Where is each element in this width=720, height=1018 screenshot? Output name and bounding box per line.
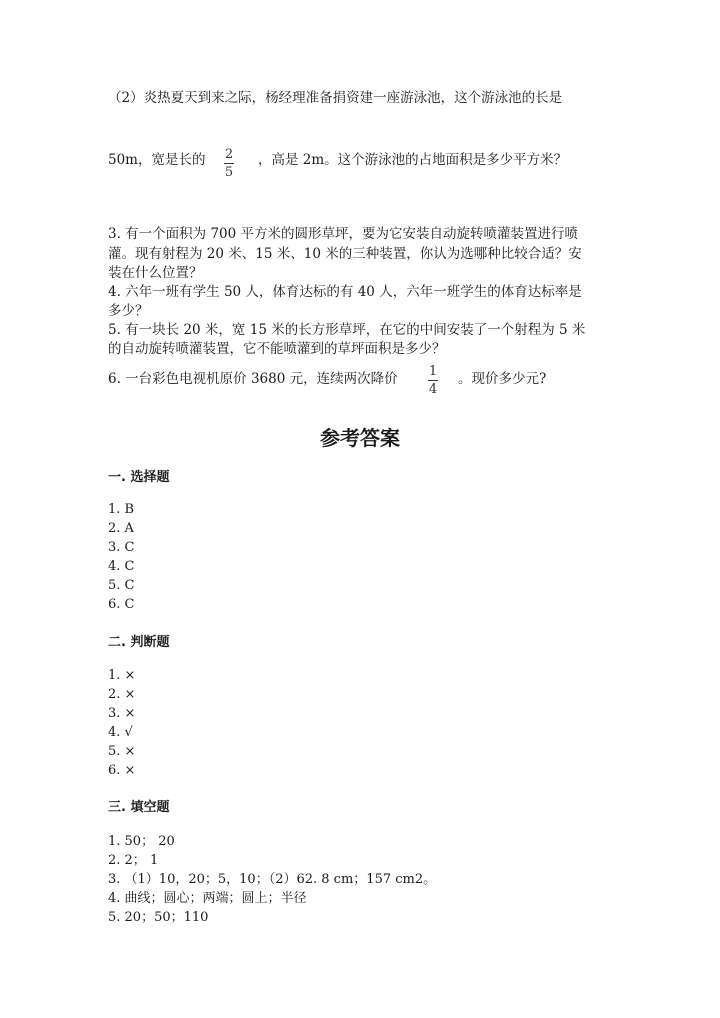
q6-prefix: 6. 一台彩色电视机原价 3680 元，连续两次降价 — [108, 371, 398, 387]
q4-line-2: 多少？ — [108, 303, 149, 319]
fraction-two-fifths — [224, 148, 234, 179]
q2-line-2-suffix: ，高是 2m。这个游泳池的占地面积是多少平方米？ — [258, 152, 568, 168]
answer-item: 1. 50； 20 — [108, 834, 175, 849]
answer-item: 3. × — [108, 706, 136, 721]
answer-item: 1. B — [108, 502, 135, 517]
q3-line-1: 3. 有一个面积为 700 平方米的圆形草坪，要为它安装自动旋转喷灌装置进行喷 — [108, 226, 579, 242]
answer-item: 4. C — [108, 559, 135, 574]
answer-item: 3. （1）10，20；5，10；（2）62. 8 cm；157 cm2。 — [108, 872, 437, 887]
q4-line-1: 4. 六年一班有学生 50 人，体育达标的有 40 人，六年一班学生的体育达标率是 — [108, 284, 582, 300]
answer-item: 5. C — [108, 578, 135, 593]
section-heading-judgement: 二. 判断题 — [108, 635, 170, 650]
fraction-denominator: 4 — [428, 382, 438, 397]
answer-item: 6. × — [108, 763, 136, 778]
q5-line-1: 5. 有一块长 20 米，宽 15 米的长方形草坪，在它的中间安装了一个射程为 5 米 — [108, 322, 586, 338]
answer-item: 4. √ — [108, 725, 133, 740]
answer-item: 2. × — [108, 687, 136, 702]
q3-line-2: 灌。现有射程为 20 米、15 米、10 米的三种装置，你认为选哪种比较合适？安 — [108, 246, 582, 262]
fraction-numerator: 1 — [428, 364, 438, 379]
section-heading-choice: 一. 选择题 — [108, 470, 170, 485]
fraction-one-quarter — [428, 365, 438, 396]
answer-item: 4. 曲线；圆心；两端；圆上；半径 — [108, 891, 307, 906]
fraction-bar — [224, 163, 234, 164]
answer-item: 1. × — [108, 668, 136, 683]
answer-item: 3. C — [108, 540, 135, 555]
answer-item: 2. 2； 1 — [108, 853, 159, 868]
q5-line-2: 的自动旋转喷灌装置，它不能喷灌到的草坪面积是多少？ — [108, 341, 446, 357]
q2-line-2-prefix: 50m，宽是长的 — [108, 152, 206, 168]
fraction-numerator: 2 — [224, 147, 234, 162]
fraction-denominator: 5 — [224, 165, 234, 180]
q6-suffix: 。现价多少元? — [458, 371, 547, 387]
answers-title: 参考答案 — [320, 426, 400, 450]
section-heading-fill-blank: 三. 填空题 — [108, 800, 170, 815]
fraction-bar — [428, 380, 438, 381]
answer-item: 6. C — [108, 597, 135, 612]
q2-line-1: （2）炎热夏天到来之际，杨经理准备捐资建一座游泳池，这个游泳池的长是 — [108, 90, 563, 106]
answer-item: 5. × — [108, 744, 136, 759]
answer-item: 2. A — [108, 521, 134, 536]
answer-item: 5. 20；50；110 — [108, 910, 209, 925]
q3-line-3: 装在什么位置？ — [108, 265, 203, 281]
